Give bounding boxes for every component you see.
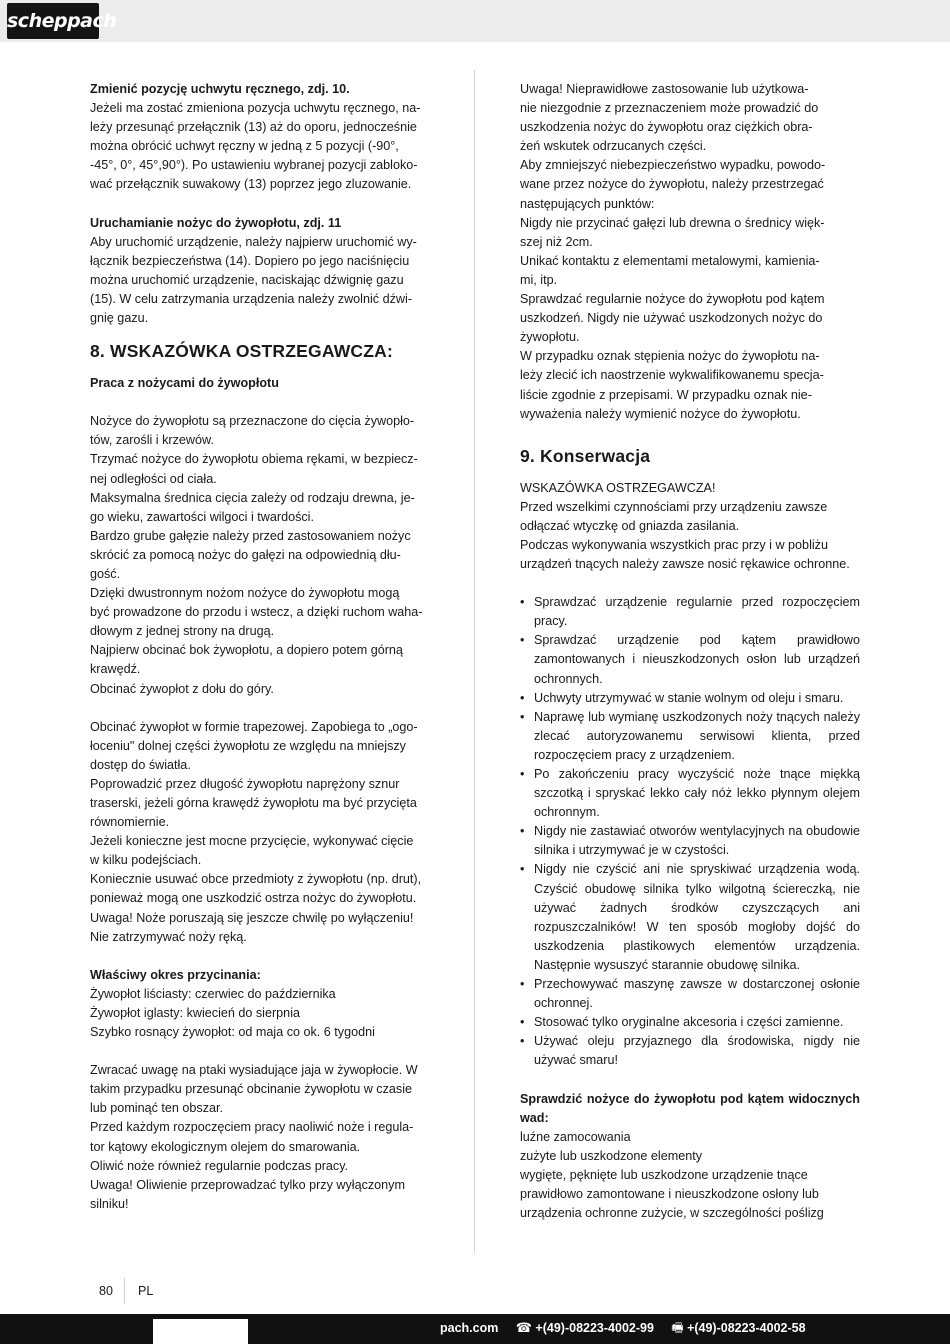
text-line: traserski, jeżeli górna krawędź żywopłotu ma być przycięta <box>90 796 417 810</box>
text-line: leży przesunąć przełącznik (13) aż do oporu, jednocześnie <box>90 120 417 135</box>
spacer <box>90 364 428 374</box>
left-column <box>90 80 428 1214</box>
spacer <box>90 195 428 214</box>
text-line: prawidłowo zamontowane i nieuszkodzone osłony lub <box>520 1186 819 1201</box>
text-line: uszkodzeń. Nigdy nie używać uszkodzonych nożyc do <box>520 311 823 326</box>
section-heading-start: Uruchamianie nożyc do żywopłotu, zdj. 11 <box>90 215 342 230</box>
work-paragraph-2 <box>90 718 428 947</box>
text-line: Jeżeli konieczne jest mocne przycięcie, wykonywać cięcie <box>90 834 414 849</box>
text-line: Podczas wykonywania wszystkich prac przy i w pobliżu <box>520 537 828 552</box>
text-line: można uruchomić urządzenie, naciskając dźwignię gazu <box>90 272 404 287</box>
text-line: Przed wszelkimi czynnościami przy urządzeniu zawsze <box>520 499 828 514</box>
text-line: zużyte lub uszkodzone elementy <box>520 1148 703 1163</box>
brand-logo: scheppach <box>7 3 99 39</box>
list-item: • Uchwyty utrzymywać w stanie wolnym od oleju i smaru. <box>520 689 860 708</box>
text-line: Oliwić noże również regularnie podczas pracy. <box>90 1158 349 1173</box>
text-line: Maksymalna średnica cięcia zależy od rodzaju drewna, je- <box>90 490 415 505</box>
page-number-divider <box>124 1278 125 1304</box>
text-line: łoceniu" dolnej części żywopłotu ze względu na mniejszy <box>90 738 406 753</box>
handle-paragraph <box>90 99 428 194</box>
text-line: wane przez nożyce do żywopłotu, należy przestrzegać <box>520 177 824 192</box>
work-paragraph-3 <box>90 1061 428 1214</box>
text-line: nej odległości od ciała. <box>90 471 217 486</box>
period-heading: Właściwy okres przycinania: <box>90 967 261 982</box>
text-line: łącznik bezpieczeństwa (14). Dopiero po jego naciśnięciu <box>90 253 410 268</box>
spacer <box>90 328 428 338</box>
text-line: Szybko rosnący żywopłot: od maja co ok. 6 tygodni <box>90 1025 375 1040</box>
spacer <box>90 393 428 412</box>
list-item: • Po zakończeniu pracy wyczyścić noże tnące miękką szczotką i spryskać lekko cały nóż lekko płynnym olejem ochronnym. <box>520 765 860 822</box>
text-line: Aby zmniejszyć niebezpieczeństwo wypadku, powodo- <box>520 158 826 173</box>
subheading-work: Praca z nożycami do żywopłotu <box>90 376 279 391</box>
text-line: urządzeń tnących należy zawsze nosić rękawice ochronne. <box>520 557 850 572</box>
list-item: • Sprawdzać urządzenie regularnie przed rozpoczęciem pracy. <box>520 593 860 631</box>
list-item: • Nigdy nie czyścić ani nie spryskiwać urządzenia wodą. Czyścić obudowę silnika tylko wilgotną ściereczką, nie używać żadnych środków czyszczących ani rozpuszczalników! W ten sposób mogłoby dojść do uszkodzenia plastikowych elementów urządzenia. Następnie wysuszyć starannie obudowę silnika. <box>520 860 860 975</box>
text-line: lub pominąć ten obszar. <box>90 1101 224 1116</box>
text-line: go wieku, zawartości wilgoci i twardości. <box>90 509 314 524</box>
text-line: Nigdy nie przycinać gałęzi lub drewna o średnicy więk- <box>520 215 825 230</box>
text-line: nie niezgodnie z przeznaczeniem może prowadzić do <box>520 101 819 116</box>
text-line: Najpierw obcinać bok żywopłotu, a dopiero potem górną <box>90 643 403 658</box>
text-line: (15). W celu zatrzymania urządzenia należy zwolnić dźwi- <box>90 291 412 306</box>
text-line: Zwracać uwagę na ptaki wysiadujące jaja w żywopłocie. W <box>90 1063 418 1078</box>
spacer <box>90 699 428 718</box>
check-heading: Sprawdzić nożyce do żywopłotu pod kątem widocznych wad: <box>520 1091 860 1125</box>
spacer <box>520 424 860 443</box>
spacer <box>90 1042 428 1061</box>
text-line: W przypadku oznak stępienia nożyc do żywopłotu na- <box>520 349 820 364</box>
text-line: Nie zatrzymywać noży ręką. <box>90 929 247 944</box>
spacer <box>520 1071 860 1090</box>
header-band <box>0 0 950 42</box>
text-line: szej niż 2cm. <box>520 234 593 249</box>
text-line: uszkodzenia nożyc do żywopłotu oraz ciężkich obra- <box>520 120 813 135</box>
maintenance-intro <box>520 479 860 574</box>
text-line: Obcinać żywopłot z dołu do góry. <box>90 681 274 696</box>
footer-white-block <box>153 1319 248 1344</box>
text-line: leży zlecić ich naostrzenie wykwalifikowanemu specja- <box>520 368 824 383</box>
fax-number: +(49)-08223-4002-58 <box>687 1321 806 1335</box>
text-line: równomiernie. <box>90 815 170 830</box>
text-line: dłowym z jednej strony na drugą. <box>90 624 275 639</box>
text-line: tów, zarośli i krzewów. <box>90 433 214 448</box>
text-line: gość. <box>90 566 121 581</box>
footer-contact <box>440 1314 806 1342</box>
text-line: Żywopłot liściasty: czerwiec do października <box>90 986 336 1001</box>
text-line: mi, itp. <box>520 272 558 287</box>
text-line: można obrócić uchwyt ręczny w jedną z 5 pozycji (-90°, <box>90 139 399 154</box>
text-line: Bardzo grube gałęzie należy przed zastosowaniem nożyc <box>90 528 411 543</box>
text-line: Poprowadzić przez długość żywopłotu naprężony sznur <box>90 776 400 791</box>
website-link[interactable]: pach.com <box>440 1321 499 1335</box>
text-line: żeń wskutek odrzucanych części. <box>520 139 707 154</box>
warning-paragraph <box>520 80 860 424</box>
text-line: krawędź. <box>90 662 141 677</box>
text-line: tor kątowy ekologicznym olejem do smarowania. <box>90 1139 361 1154</box>
text-line: Aby uruchomić urządzenie, należy najpierw uruchomić wy- <box>90 234 417 249</box>
list-item: • Sprawdzać urządzenie pod kątem prawidłowo zamontowanych i nieuszkodzonych osłon lub urządzeń ochronnych. <box>520 631 860 688</box>
section-title-maintenance: 9. Konserwacja <box>520 445 651 466</box>
text-line: w kilku podejściach. <box>90 853 202 868</box>
text-line: urządzenia ochronne zużycie, w szczególności poślizg <box>520 1206 824 1221</box>
section-title-warning: 8. WSKAZÓWKA OSTRZEGAWCZA: <box>90 341 393 362</box>
fax-icon: 🖷 <box>671 1320 684 1335</box>
page-number: 80 <box>99 1284 113 1298</box>
text-line: -45°, 0°, 45°,90°). Po ustawieniu wybranej pozycji zabloko- <box>90 158 418 173</box>
list-item: • Naprawę lub wymianę uszkodzonych noży tnących należy zlecać autoryzowanemu serwisowi klienta, przed rozpoczęciem pracy z urządzeniem. <box>520 708 860 765</box>
text-line: takim przypadku przesunąć obcinanie żywopłotu w czasie <box>90 1082 413 1097</box>
text-line: Sprawdzać regularnie nożyce do żywopłotu pod kątem <box>520 292 825 307</box>
list-item: • Używać oleju przyjaznego dla środowiska, nigdy nie używać smaru! <box>520 1032 860 1070</box>
text-line: wać przełącznik suwakowy (13) poprzez jego zluzowanie. <box>90 177 412 192</box>
text-line: Uwaga! Nieprawidłowe zastosowanie lub użytkowa- <box>520 82 809 96</box>
language-code: PL <box>138 1284 154 1298</box>
text-line: odłączać wtyczkę od gniazda zasilania. <box>520 518 740 533</box>
text-line: skrócić za pomocą nożyc do gałęzi na odpowiednią dłu- <box>90 547 401 562</box>
text-line: żywopłotu. <box>520 330 580 345</box>
phone-number: +(49)-08223-4002-99 <box>535 1321 654 1335</box>
text-line: następujących punktów: <box>520 196 655 211</box>
text-line: liście zgodnie z przepisami. W przypadku oznak nie- <box>520 387 812 402</box>
list-item: • Nigdy nie zastawiać otworów wentylacyjnych na obudowie silnika i utrzymywać je w czystości. <box>520 822 860 860</box>
text-line: Obcinać żywopłot w formie trapezowej. Zapobiega to „ogo- <box>90 719 418 734</box>
list-item: • Przechowywać maszynę zawsze w dostarczonej osłonie ochronnej. <box>520 975 860 1013</box>
period-list <box>90 985 428 1042</box>
text-line: być prowadzone do przodu i wstecz, a dzięki ruchom waha- <box>90 605 423 620</box>
text-line: luźne zamocowania <box>520 1129 631 1144</box>
text-line: Koniecznie usuwać obce przedmioty z żywopłotu (np. drut), <box>90 872 422 887</box>
right-column <box>520 80 860 1223</box>
text-line: Unikać kontaktu z elementami metalowymi, kamienia- <box>520 253 820 268</box>
text-line: WSKAZÓWKA OSTRZEGAWCZA! <box>520 480 716 495</box>
text-line: wyważenia należy wymienić nożyce do żywopłotu. <box>520 406 801 421</box>
maintenance-bullet-list <box>520 593 860 1070</box>
text-line: ponieważ mogą one uszkodzić ostrza nożyc do żywopłotu. <box>90 891 417 906</box>
spacer <box>520 574 860 593</box>
text-line: Nożyce do żywopłotu są przeznaczone do cięcia żywopło- <box>90 414 415 429</box>
text-line: Jeżeli ma zostać zmieniona pozycja uchwytu ręcznego, na- <box>90 101 421 116</box>
text-line: wygięte, pęknięte lub uszkodzone urządzenie tnące <box>520 1167 808 1182</box>
spacer <box>520 469 860 479</box>
text-line: gnię gazu. <box>90 311 149 326</box>
text-line: Trzymać nożyce do żywopłotu obiema rękami, w bezpiecz- <box>90 452 418 467</box>
section-heading-handle: Zmienić pozycję uchwytu ręcznego, zdj. 10. <box>90 82 350 96</box>
text-line: Uwaga! Noże poruszają się jeszcze chwilę po wyłączeniu! <box>90 910 414 925</box>
spacer <box>90 947 428 966</box>
text-line: dostęp do światła. <box>90 757 191 772</box>
text-line: Przed każdym rozpoczęciem pracy naoliwić noże i regula- <box>90 1120 414 1135</box>
check-list <box>520 1128 860 1223</box>
list-item: • Stosować tylko oryginalne akcesoria i części zamienne. <box>520 1013 860 1032</box>
footer-bar <box>0 1314 950 1344</box>
text-line: silniku! <box>90 1196 129 1211</box>
work-paragraph-1 <box>90 412 428 698</box>
column-divider <box>474 70 475 1253</box>
text-line: Dzięki dwustronnym nożom nożyce do żywopłotu mogą <box>90 586 400 601</box>
phone-icon: ☎ <box>515 1320 532 1335</box>
text-line: Uwaga! Oliwienie przeprowadzać tylko przy wyłączonym <box>90 1177 405 1192</box>
text-line: Żywopłot iglasty: kwiecień do sierpnia <box>90 1005 300 1020</box>
start-paragraph <box>90 233 428 328</box>
